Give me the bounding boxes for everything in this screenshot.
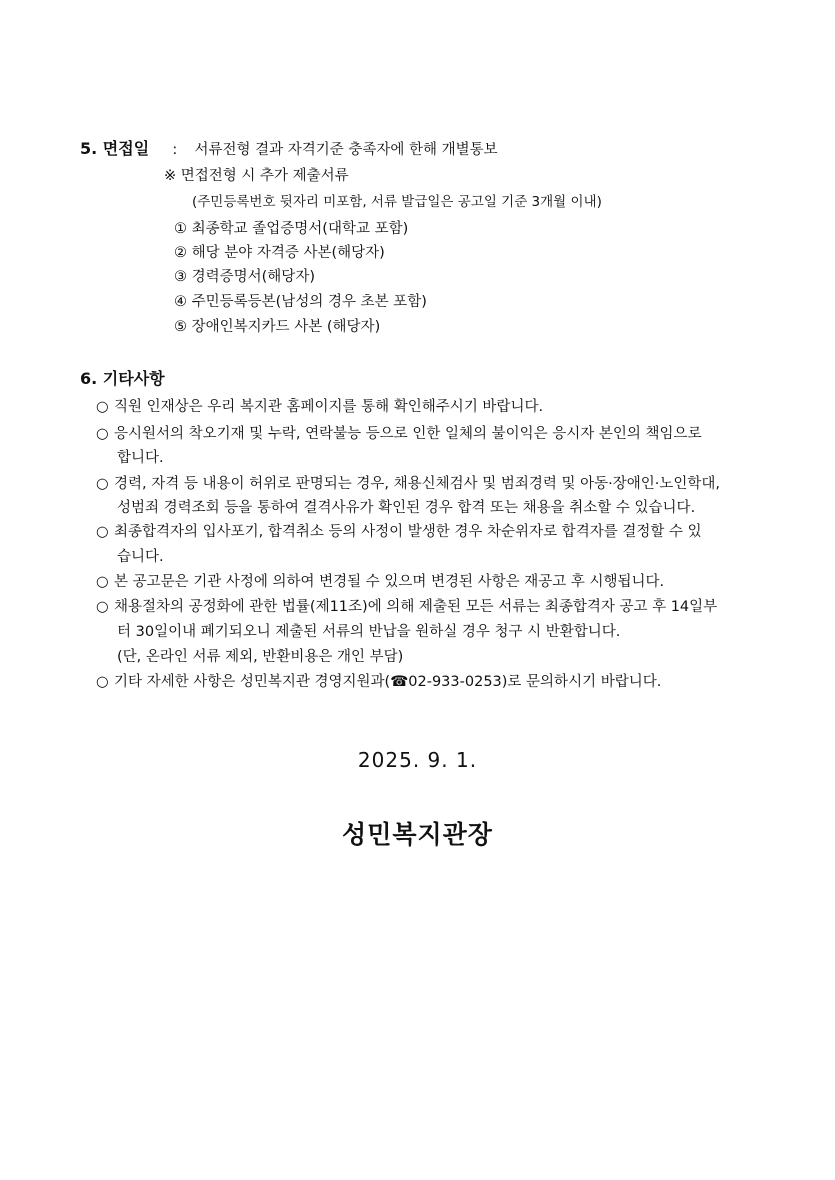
note-text: 면접전형 시 추가 제출서류 [180,168,349,184]
list-item [96,597,717,617]
section-5-colon: : [172,142,178,158]
doc-item-num: ③ [174,269,187,285]
note-sub: (주민등록번호 뒷자리 미포함, 서류 발급일은 공고일 기준 3개월 이내) [192,194,602,210]
list-item-text: 채용절차의 공정화에 관한 법률(제11조)에 의해 제출된 모든 서류는 최종합격자 공고 후 14일부 [114,599,718,615]
section-6-title: 6. 기타사항 [80,369,165,388]
list-item [96,572,664,592]
list-item-text: 최종합격자의 입사포기, 합격취소 등의 사정이 발생한 경우 차순위자로 합격자를 결정할 수 있 [114,524,702,540]
note-line [164,166,349,186]
doc-item-num: ⑤ [174,319,187,335]
list-item-text: 직원 인재상은 우리 복지관 홈페이지를 통해 확인해주시기 바랍니다. [114,399,544,415]
doc-item-text: 해당 분야 자격증 사본(해당자) [191,245,385,261]
bullet-circle-icon: ○ [96,476,109,492]
doc-item [174,243,385,263]
list-item [96,474,720,494]
doc-item-text: 주민등록등본(남성의 경우 초본 포함) [191,294,427,310]
bullet-circle-icon: ○ [96,674,109,690]
doc-item [174,219,408,239]
doc-item [174,317,380,337]
list-item-text: 응시원서의 착오기재 및 누락, 연락불능 등으로 인한 일체의 불이익은 응시자 본인의 책임으로 [114,426,702,442]
bullet-circle-icon: ○ [96,426,109,442]
list-item [96,424,702,444]
doc-item-num: ① [174,221,187,237]
list-item-text: 경력, 자격 등 내용이 허위로 판명되는 경우, 채용신체검사 및 범죄경력 및 아동·장애인·노인학대, [114,476,721,492]
section-5-title: 5. 면접일 [80,139,150,158]
list-item [96,397,543,417]
list-item-text: 본 공고문은 기관 사정에 의하여 변경될 수 있으며 변경된 사항은 재공고 후 시행됩니다. [114,574,665,590]
section-5 [80,139,498,160]
doc-item-text: 최종학교 졸업증명서(대학교 포함) [191,221,409,237]
doc-item-num: ② [174,245,187,261]
list-item-continuation: 터 30일이내 폐기되오니 제출된 서류의 반납을 원하실 경우 청구 시 반환합니다. [117,624,621,640]
bullet-circle-icon: ○ [96,524,109,540]
doc-item [174,267,315,287]
list-item-continuation: 습니다. [117,549,164,565]
list-item-text: 기타 자세한 사항은 성민복지관 경영지원과(☎02-933-0253)로 문의하시기 바랍니다. [114,674,662,690]
doc-item-text: 경력증명서(해당자) [191,269,315,285]
doc-item-num: ④ [174,294,187,310]
doc-item-text: 장애인복지카드 사본 (해당자) [191,319,381,335]
list-item [96,522,702,542]
document-date: 2025. 9. 1. [357,748,478,772]
list-item-continuation: 성범죄 경력조회 등을 통하여 결격사유가 확인된 경우 합격 또는 채용을 취소할 수 있습니다. [117,500,696,516]
list-item [96,672,661,692]
bullet-circle-icon: ○ [96,574,109,590]
section-5-text: 서류전형 결과 자격기준 충족자에 한해 개별통보 [194,142,498,158]
signature: 성민복지관장 [342,820,493,849]
doc-item [174,292,427,312]
bullet-circle-icon: ○ [96,599,109,615]
bullet-circle-icon: ○ [96,399,109,415]
list-item-continuation: 합니다. [117,450,164,466]
list-item-continuation: (단, 온라인 서류 제외, 반환비용은 개인 부담) [117,649,404,665]
note-mark: ※ [164,168,177,184]
